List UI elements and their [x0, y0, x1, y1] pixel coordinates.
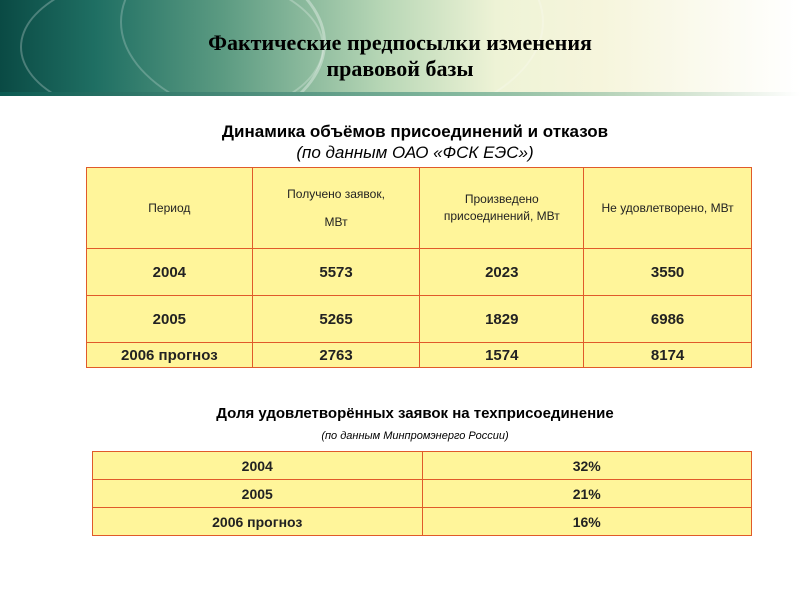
table-row: [93, 480, 752, 508]
page-title: [120, 30, 680, 82]
cell-period: 2005: [93, 480, 423, 508]
table-row: [93, 452, 752, 480]
cell-share: 32%: [422, 452, 751, 480]
cell-share: 16%: [422, 508, 751, 536]
cell-share: 21%: [422, 480, 751, 508]
cell-requests: 2763: [252, 343, 420, 368]
cell-connected: 1574: [420, 343, 584, 368]
header-cell-connected: Произведено присоединений, МВт: [420, 168, 584, 249]
table-row: [87, 249, 752, 296]
table-row: [87, 343, 752, 368]
cell-unsatisfied: 6986: [584, 296, 752, 343]
header-cell-requests-line-2: МВт: [324, 215, 348, 229]
table2-title: Доля удовлетворённых заявок на техприсоединение: [216, 405, 614, 422]
cell-requests: 5573: [252, 249, 420, 296]
cell-period: 2004: [87, 249, 253, 296]
cell-period: 2004: [93, 452, 423, 480]
table-row: [87, 296, 752, 343]
connections-table: [86, 167, 752, 368]
cell-requests: 5265: [252, 296, 420, 343]
table1-title: Динамика объёмов присоединений и отказов: [221, 122, 609, 141]
header-cell-requests: [252, 168, 420, 249]
cell-unsatisfied: 8174: [584, 343, 752, 368]
cell-period: 2006 прогноз: [93, 508, 423, 536]
cell-period: 2005: [87, 296, 253, 343]
table-row: [93, 508, 752, 536]
cell-unsatisfied: 3550: [584, 249, 752, 296]
header-cell-requests-line-1: Получено заявок,: [287, 187, 385, 201]
table2-subtitle: (по данным Минпромэнерго России): [321, 430, 509, 442]
cell-connected: 2023: [420, 249, 584, 296]
cell-period: 2006 прогноз: [87, 343, 253, 368]
banner-divider: [0, 92, 800, 96]
table-header-row: [87, 168, 752, 249]
page-title-line-2: правовой базы: [326, 56, 474, 81]
cell-connected: 1829: [420, 296, 584, 343]
satisfied-share-table: [92, 451, 752, 536]
page-title-line-1: Фактические предпосылки изменения: [208, 30, 592, 55]
header-cell-period: Период: [87, 168, 253, 249]
header-cell-unsatisfied: Не удовлетворено, МВт: [584, 168, 752, 249]
table1-subtitle: (по данным ОАО «ФСК ЕЭС»): [296, 143, 534, 162]
